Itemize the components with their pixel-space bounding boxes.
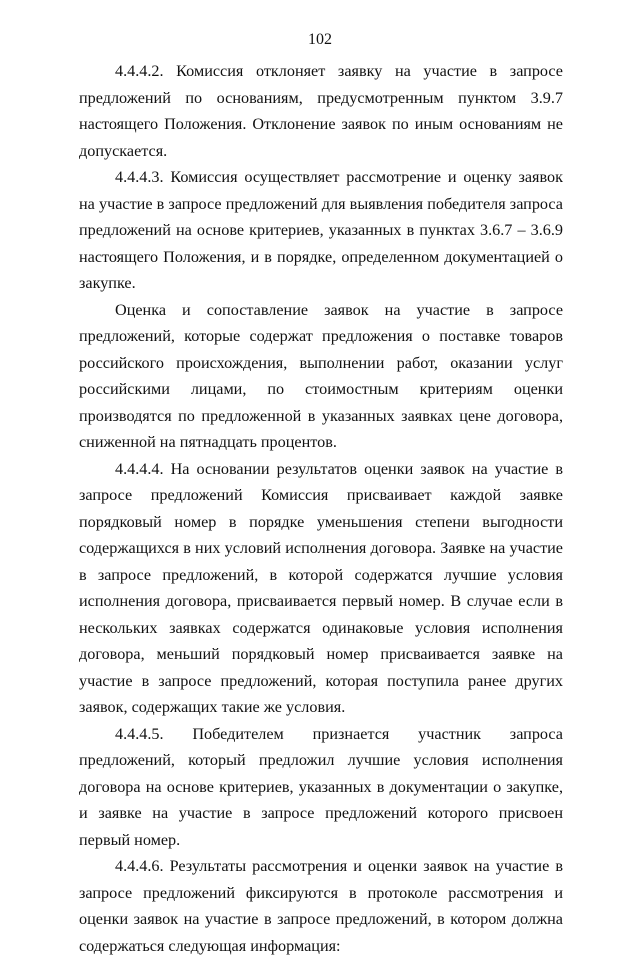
paragraph-4-4-4-4: 4.4.4.4. На основании результатов оценки заявок на участие в запросе предложений Комиссия присваивает каждой заявке порядковый номер в порядке уменьшения степени выгодности содержащихся в них условий исполнения договора. Заявке на участие в запросе предложений, в которой содержатся лучшие условия исполнения договора, присваивается первый номер. В случае если в нескольких заявках содержатся одинаковые условия исполнения договора, меньший порядковый номер присваивается заявке на участие в запросе предложений, которая поступила ранее других заявок, содержащих такие же условия. <box>79 459 563 716</box>
document-body <box>79 58 563 959</box>
paragraph-4-4-4-5: 4.4.4.5. Победителем признается участник запроса предложений, который предложил лучшие условия исполнения договора на основе критериев, указанных в документации о закупке, и заявке на участие в запросе предложений которого присвоен первый номер. <box>79 724 563 849</box>
paragraph-4-4-4-6: 4.4.4.6. Результаты рассмотрения и оценки заявок на участие в запросе предложений фиксируются в протоколе рассмотрения и оценки заявок на участие в запросе предложений, в котором должна содержаться следующая информация: <box>79 857 563 955</box>
paragraph-4-4-4-2: 4.4.4.2. Комиссия отклоняет заявку на участие в запросе предложений по основаниям, предусмотренным пунктом 3.9.7 настоящего Положения. Отклонение заявок по иным основаниям не допускается. <box>79 62 563 160</box>
paragraph-4-4-4-3: 4.4.4.3. Комиссия осуществляет рассмотрение и оценку заявок на участие в запросе предложений для выявления победителя запроса предложений на основе критериев, указанных в пунктах 3.6.7 – 3.6.9 настоящего Положения, и в порядке, определенном документацией о закупке. <box>79 168 563 292</box>
page-number: 102 <box>308 31 332 48</box>
paragraph-evaluation-russian-origin: Оценка и сопоставление заявок на участие в запросе предложений, которые содержат предложения о поставке товаров российского происхождения, выполнении работ, оказании услуг российскими лицами, по стоимостным критериям оценки производятся по предложенной в указанных заявках цене договора, сниженной на пятнадцать процентов. <box>79 300 563 451</box>
